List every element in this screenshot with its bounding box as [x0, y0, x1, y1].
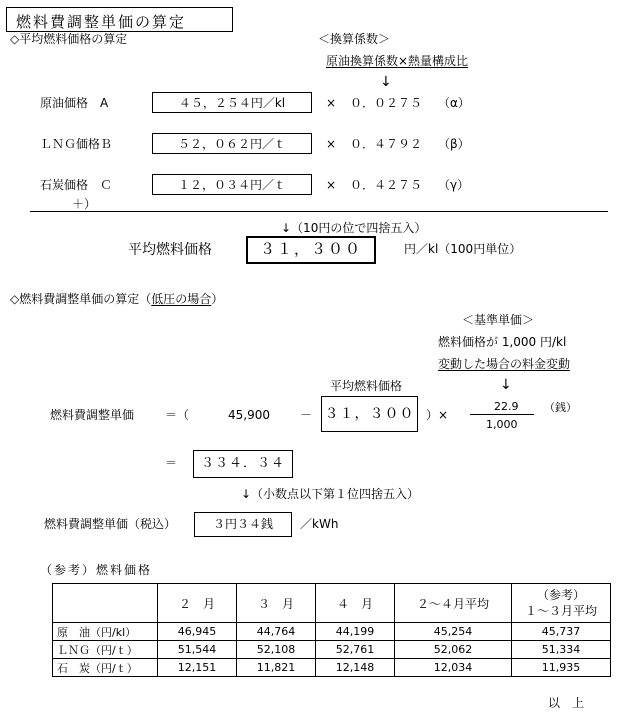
fraction-bar [470, 414, 534, 415]
table-cell: 44,764 [237, 623, 316, 641]
reference-table [52, 583, 611, 677]
plus-sign: ＋） [72, 197, 97, 211]
table-cell: 原 油（円/kl） [53, 623, 158, 641]
sum-line [30, 211, 608, 212]
fraction-denominator: 1,000 [486, 418, 518, 431]
table-cell: 12,148 [316, 659, 395, 677]
table-cell: 11,935 [512, 659, 611, 677]
coef-coal: ０．４２７５ [350, 178, 423, 192]
base-line1: 燃料価格が 1,000 円/kl [438, 335, 567, 349]
row-label-lng: ＬＮＧ価格Ｂ [40, 137, 113, 151]
page-title: 燃料費調整単価の算定 [16, 13, 187, 31]
down-arrow-icon: ↓ [380, 74, 392, 90]
table-cell: 12,151 [158, 659, 237, 677]
table-cell: 12,034 [395, 659, 512, 677]
result-value: ３３４．３４ [200, 456, 285, 471]
times-lng: × [326, 137, 337, 151]
greek-gamma: （γ） [438, 178, 470, 192]
table-row [53, 623, 611, 641]
base-header: ＜基準単価＞ [462, 313, 535, 327]
base-line2: 変動した場合の料金変動 [438, 357, 571, 371]
table-cell: 52,108 [237, 641, 316, 659]
minus-sign: － [300, 408, 313, 422]
avg-fuel-label: 平均燃料価格 [330, 379, 403, 393]
avg-label: 平均燃料価格 [128, 242, 212, 258]
table-cell: 石 炭（円/ｔ） [53, 659, 158, 677]
footer-end-mark: 以 上 [548, 696, 585, 710]
table-row [53, 659, 611, 677]
calc-label: 燃料費調整単価 [50, 408, 135, 422]
price-coal: １２，０３４円／ｔ [177, 178, 286, 192]
unit-section-heading: ◇燃料費調整単価の算定（低圧の場合） [10, 292, 224, 306]
row-label-oil: 原油価格 A [40, 96, 109, 110]
eq-open: ＝（ [165, 408, 190, 422]
base-price: 45,900 [228, 408, 270, 422]
table-cell: 45,737 [512, 623, 611, 641]
avg-value: ３１，３００ [259, 240, 362, 258]
table-cell: 52,761 [316, 641, 395, 659]
coef-subheader: 原油換算係数×熱量構成比 [326, 54, 469, 68]
table-cell: 51,544 [158, 641, 237, 659]
table-header-cell [53, 584, 158, 623]
avg-section-heading: ◇平均燃料価格の算定 [10, 32, 128, 46]
price-oil: ４５，２５４円／kl [178, 96, 286, 110]
times-oil: × [326, 96, 337, 110]
table-cell: 45,254 [395, 623, 512, 641]
table-cell: ＬＮＧ（円/ｔ） [53, 641, 158, 659]
table-cell: 11,821 [237, 659, 316, 677]
coef-header: ＜換算係数＞ [318, 32, 391, 46]
table-header-cell: ２ 月 [158, 584, 237, 623]
table-cell: 51,334 [512, 641, 611, 659]
round-note2: ↓（小数点以下第１位四捨五入） [241, 487, 420, 501]
avg-fuel-value: ３１，３００ [324, 406, 415, 422]
reference-heading: （参考）燃料価格 [40, 563, 153, 577]
table-cell: 44,199 [316, 623, 395, 641]
tax-value: ３円３４銭 [212, 517, 273, 531]
close-times: ）× [426, 408, 449, 422]
row-label-coal: 石炭価格 Ｃ [40, 178, 113, 192]
table-header-cell: ２～４月平均 [395, 584, 512, 623]
tax-unit: ／kWh [300, 517, 339, 531]
sen-unit: （銭） [544, 401, 577, 414]
table-header-cell: ３ 月 [237, 584, 316, 623]
table-header-cell: ４ 月 [316, 584, 395, 623]
table-cell: 52,062 [395, 641, 512, 659]
fraction-numerator: 22.9 [494, 400, 519, 413]
coef-lng: ０．４７９２ [350, 137, 423, 151]
table-cell: 46,945 [158, 623, 237, 641]
table-header-cell: （参考） １～３月平均 [512, 584, 611, 623]
tax-label: 燃料費調整単価（税込） [44, 517, 177, 531]
greek-beta: （β） [438, 137, 470, 151]
table-row [53, 641, 611, 659]
equals-sign: ＝ [165, 456, 178, 470]
coef-oil: ０．０２７５ [350, 96, 423, 110]
greek-alpha: （α） [438, 96, 470, 110]
down-arrow-icon: ↓ [500, 377, 512, 393]
table-header-row [53, 584, 611, 623]
times-coal: × [326, 178, 337, 192]
avg-unit: 円／kl（100円単位） [404, 242, 522, 256]
round-note: ↓（10円の位で四捨五入） [281, 221, 427, 235]
price-lng: ５２，０６２円／ｔ [177, 137, 286, 151]
